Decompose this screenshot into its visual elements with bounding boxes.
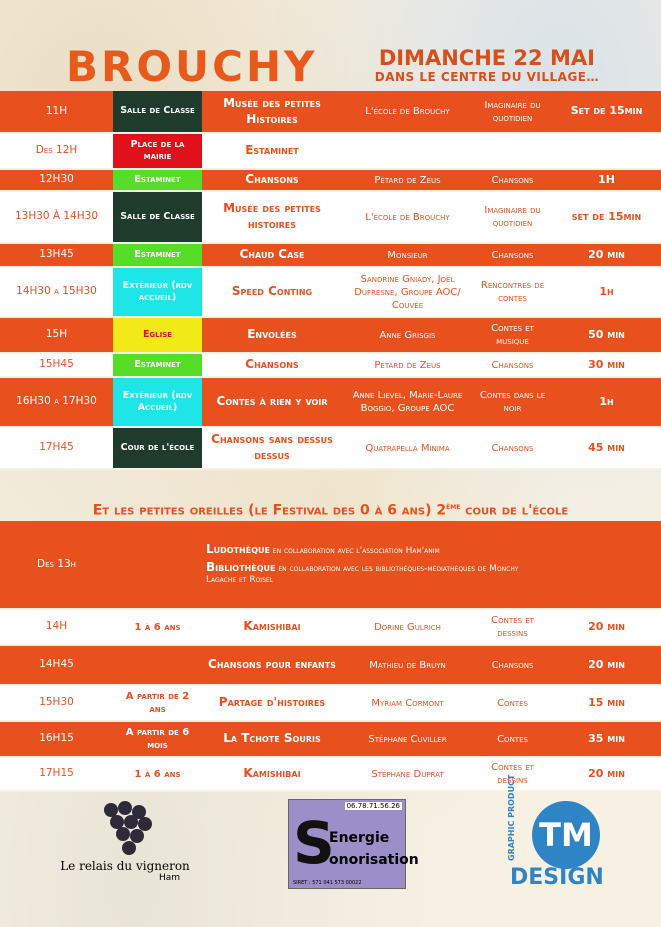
location-cell: Salle de Classe: [113, 191, 202, 243]
age-cell: 1 à 6 ans: [113, 609, 202, 645]
time-cell: 13H45: [0, 243, 113, 267]
genre-cell: Contes et musique: [473, 317, 552, 353]
genre-cell: Chansons: [473, 169, 552, 191]
sponsor2-letter: S: [293, 809, 335, 877]
genre-cell: Chansons: [473, 427, 552, 469]
section2-title: Et les petites oreilles (le Festival des 0 à 6 ans) 2ème cour de l'école: [92, 502, 569, 519]
artist-cell: Quatrapella Minima: [342, 427, 473, 469]
children-schedule-row: [0, 609, 661, 645]
time-cell: 16H30 a 17H30: [0, 377, 113, 427]
duration-cell: [552, 133, 661, 169]
duration-cell: 30 min: [552, 353, 661, 377]
schedule-row: [0, 243, 661, 267]
title-cell: Envolées: [202, 317, 342, 353]
genre-cell: Rencontres de contes: [473, 267, 552, 317]
duration-cell: 15 min: [552, 685, 661, 721]
grapes-icon: [90, 797, 160, 859]
schedule-row: [0, 353, 661, 377]
artist-cell: Stéphane Duprat: [342, 757, 473, 791]
title-cell: Musée des petites Histoires: [202, 91, 342, 133]
title-cell: La Tchote Souris: [202, 721, 342, 757]
children-schedule-table: [0, 521, 661, 792]
schedule-table: [0, 91, 661, 470]
duration-cell: 1h: [552, 267, 661, 317]
sponsor-energie-sonorisation: [288, 799, 419, 889]
time-cell: 15H45: [0, 353, 113, 377]
ludo-time: Des 13h: [0, 521, 113, 609]
artist-cell: Sandrine Gniady, Joël Dufresne, Groupe AOC/ Couvée: [342, 267, 473, 317]
children-schedule-row: [0, 685, 661, 721]
title-cell: Chansons sans dessus dessus: [202, 427, 342, 469]
age-cell: [113, 645, 202, 685]
sponsor2-siret: SIRET : 571 041 573 00022: [293, 880, 362, 886]
title-cell: Partage d'histoires: [202, 685, 342, 721]
children-schedule-row: [0, 645, 661, 685]
duration-cell: 1h: [552, 377, 661, 427]
genre-cell: Imaginaire du quotidien: [473, 191, 552, 243]
location-cell: Extérieur (rdv Accueil): [113, 377, 202, 427]
schedule-row: [0, 191, 661, 243]
location-cell: Cour de l'école: [113, 427, 202, 469]
schedule-row: [0, 133, 661, 169]
duration-cell: set de 15min: [552, 191, 661, 243]
event-date: DIMANCHE 22 MAI: [378, 46, 595, 70]
location-cell: Estaminet: [113, 243, 202, 267]
location-cell: Estaminet: [113, 169, 202, 191]
duration-cell: 20 min: [552, 645, 661, 685]
genre-cell: [473, 133, 552, 169]
duration-cell: 50 min: [552, 317, 661, 353]
ludo-empty-2: [552, 521, 661, 609]
age-cell: A partir de 2 ans: [113, 685, 202, 721]
artist-cell: Anne Grisgis: [342, 317, 473, 353]
title-cell: Chaud Case: [202, 243, 342, 267]
artist-cell: Anne Lievel, Marie-Laure Boggio, Groupe AOC: [342, 377, 473, 427]
artist-cell: Pétard de Zeus: [342, 169, 473, 191]
duration-cell: 20 min: [552, 243, 661, 267]
tm-logo-icon: TM: [532, 801, 600, 869]
age-cell: 1 à 6 ans: [113, 757, 202, 791]
artist-cell: Pétard de Zeus: [342, 353, 473, 377]
title-cell: Musée des petites histoires: [202, 191, 342, 243]
sponsor2-line2: onorisation: [329, 852, 419, 868]
time-cell: 17H15: [0, 757, 113, 791]
event-date-block: [375, 46, 599, 84]
artist-cell: Dorine Gulrich: [342, 609, 473, 645]
duration-cell: Set de 15min: [552, 91, 661, 133]
duration-cell: 1H: [552, 169, 661, 191]
event-place: DANS LE CENTRE DU VILLAGE…: [374, 70, 599, 84]
sponsor-tm-design: [507, 774, 604, 890]
schedule-row: [0, 377, 661, 427]
genre-cell: Chansons: [473, 353, 552, 377]
title-cell: Chansons pour enfants: [202, 645, 342, 685]
title-cell: Kamishibai: [202, 757, 342, 791]
time-cell: 14H30 a 15H30: [0, 267, 113, 317]
artist-cell: Monsieur: [342, 243, 473, 267]
title-cell: Chansons: [202, 353, 342, 377]
genre-cell: Contes et dessins: [473, 757, 552, 791]
genre-cell: Contes: [473, 685, 552, 721]
duration-cell: 20 min: [552, 757, 661, 791]
location-cell: Eglise: [113, 317, 202, 353]
time-cell: 15H30: [0, 685, 113, 721]
title-cell: Chansons: [202, 169, 342, 191]
time-cell: 12H30: [0, 169, 113, 191]
artist-cell: L'école de Brouchy: [342, 91, 473, 133]
duration-cell: 45 min: [552, 427, 661, 469]
time-cell: 16H15: [0, 721, 113, 757]
title-cell: Estaminet: [202, 133, 342, 169]
ludo-empty: [113, 521, 202, 609]
artist-cell: Stéphane Cuviller: [342, 721, 473, 757]
time-cell: 13H30 À 14H30: [0, 191, 113, 243]
age-cell: A partir de 6 mois: [113, 721, 202, 757]
title-cell: Speed Conting: [202, 267, 342, 317]
artist-cell: L'école de Brouchy: [342, 191, 473, 243]
location-cell: Extérieur (rdv accueil): [113, 267, 202, 317]
ludo-row: [0, 521, 661, 609]
genre-cell: Imaginaire du quotidien: [473, 91, 552, 133]
location-cell: Place de la mairie: [113, 133, 202, 169]
genre-cell: Contes et dessins: [473, 609, 552, 645]
duration-cell: 20 min: [552, 609, 661, 645]
sponsor1-sub: Ham: [158, 873, 180, 883]
location-cell: Salle de Classe: [113, 91, 202, 133]
genre-cell: Chansons: [473, 645, 552, 685]
page-title: BROUCHY: [66, 42, 318, 91]
sponsor2-phone: 06.78.71.56.26: [346, 802, 400, 810]
schedule-row: [0, 169, 661, 191]
genre-cell: Contes: [473, 721, 552, 757]
genre-cell: Contes dans le noir: [473, 377, 552, 427]
schedule-row: [0, 91, 661, 133]
time-cell: 14H45: [0, 645, 113, 685]
time-cell: 14H: [0, 609, 113, 645]
schedule-row: [0, 317, 661, 353]
location-cell: Estaminet: [113, 353, 202, 377]
duration-cell: 35 min: [552, 721, 661, 757]
artist-cell: Myriam Cormont: [342, 685, 473, 721]
sponsor1-name: Le relais du vigneron: [60, 859, 190, 873]
schedule-row: [0, 267, 661, 317]
sponsor3-side: GRAPHIC PRODUCT: [507, 774, 516, 861]
schedule-row: [0, 427, 661, 469]
genre-cell: Chansons: [473, 243, 552, 267]
children-schedule-row: [0, 721, 661, 757]
time-cell: Des 12H: [0, 133, 113, 169]
artist-cell: [342, 133, 473, 169]
sponsor3-name: DESIGN: [510, 865, 604, 890]
title-cell: Kamishibai: [202, 609, 342, 645]
time-cell: 17H45: [0, 427, 113, 469]
time-cell: 11H: [0, 91, 113, 133]
ludo-cell: Ludothèque en collaboration avec l'association Ham'anim Bibliothèque en collaboration avec les bibliothèques-médiathèques de Monchy Lagache et Roisel: [202, 521, 552, 609]
sponsor-relais-vigneron: [60, 797, 190, 892]
artist-cell: Mathieu de Bruyn: [342, 645, 473, 685]
sponsor2-line1: Energie: [329, 830, 390, 846]
title-cell: Contes à rien y voir: [202, 377, 342, 427]
time-cell: 15H: [0, 317, 113, 353]
children-schedule-row: [0, 757, 661, 791]
